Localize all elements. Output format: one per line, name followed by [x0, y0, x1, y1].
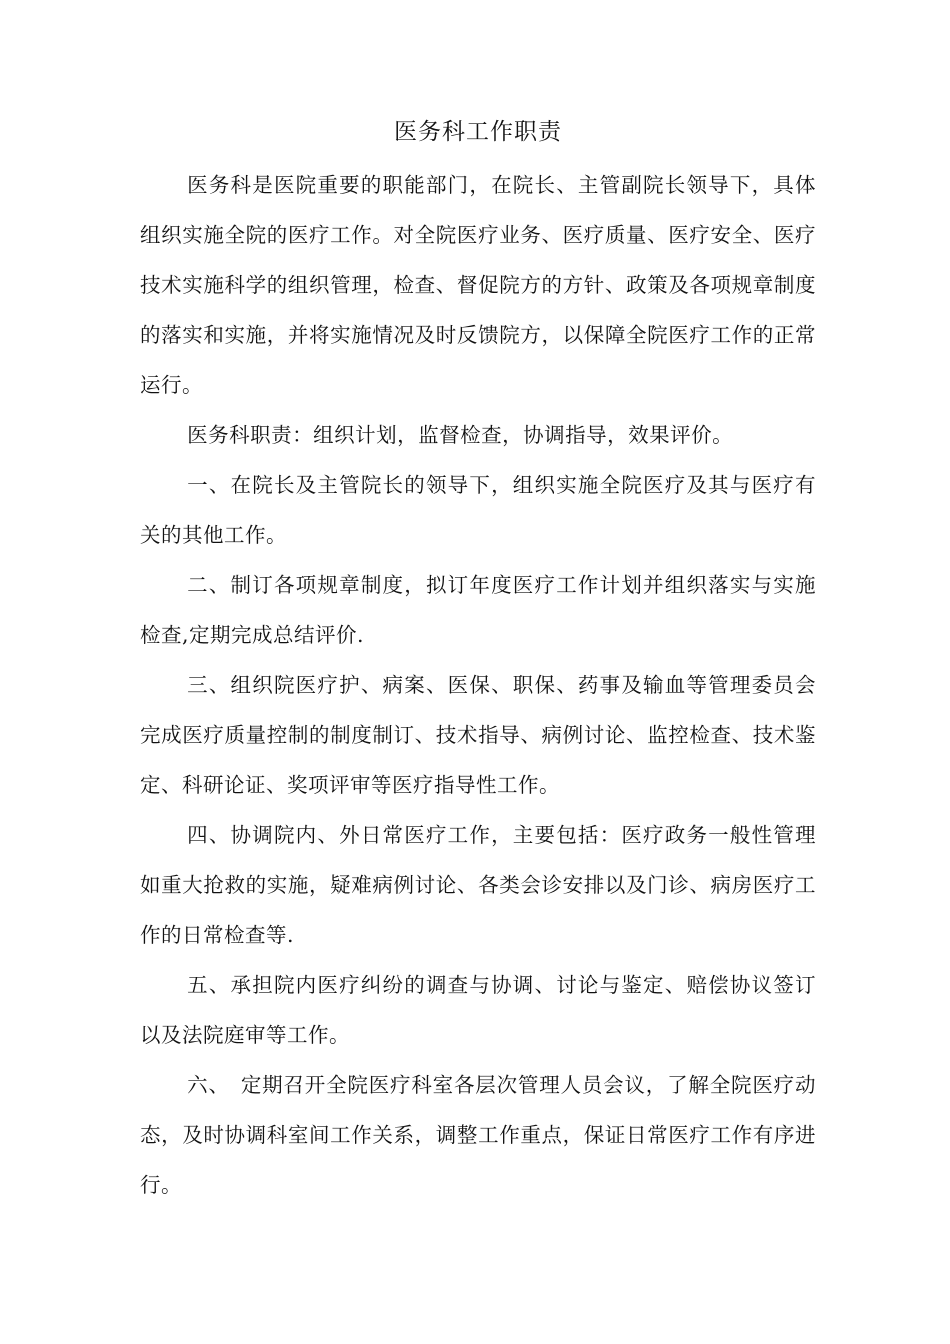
- duty-item-2: 二、制订各项规章制度，拟订年度医疗工作计划并组织落实与实施检查,定期完成总结评价.: [140, 573, 816, 647]
- duty-item-1: 一、在院长及主管院长的领导下，组织实施全院医疗及其与医疗有关的其他工作。: [140, 473, 816, 547]
- duty-item-6: 六、 定期召开全院医疗科室各层次管理人员会议，了解全院医疗动态，及时协调科室间工作关系，调整工作重点，保证日常医疗工作有序进行。: [140, 1073, 816, 1197]
- intro-paragraph: 医务科是医院重要的职能部门，在院长、主管副院长领导下，具体组织实施全院的医疗工作。对全院医疗业务、医疗质量、医疗安全、医疗技术实施科学的组织管理，检查、督促院方的方针、政策及各项规章制度的落实和实施，并将实施情况及时反馈院方，以保障全院医疗工作的正常运行。: [140, 173, 816, 397]
- duty-item-5: 五、承担院内医疗纠纷的调查与协调、讨论与鉴定、赔偿协议签订以及法院庭审等工作。: [140, 973, 816, 1047]
- document-page: [140, 112, 816, 1210]
- duties-summary-paragraph: 医务科职责：组织计划，监督检查，协调指导，效果评价。: [187, 423, 734, 447]
- document-title: 医务科工作职责: [394, 119, 562, 145]
- duty-item-3: 三、组织院医疗护、病案、医保、职保、药事及输血等管理委员会完成医疗质量控制的制度制订、技术指导、病例讨论、监控检查、技术鉴定、科研论证、奖项评审等医疗指导性工作。: [140, 673, 816, 797]
- duty-item-4: 四、协调院内、外日常医疗工作，主要包括：医疗政务一般性管理如重大抢救的实施，疑难病例讨论、各类会诊安排以及门诊、病房医疗工作的日常检查等.: [140, 823, 816, 947]
